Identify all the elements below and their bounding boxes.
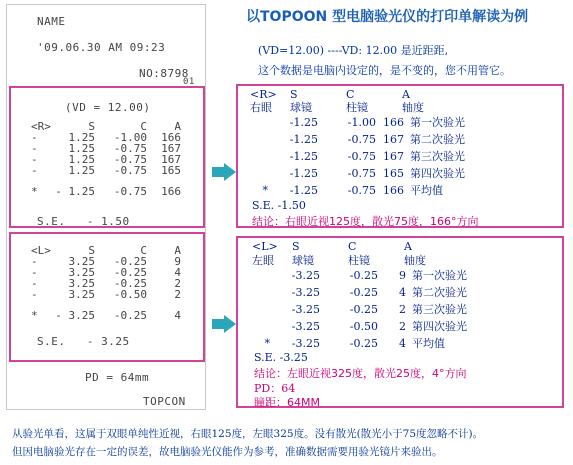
- left-panel-row: [248, 286, 482, 299]
- receipt-cell: -0.75: [113, 164, 147, 177]
- receipt-cell: *: [31, 185, 38, 198]
- receipt-cell: 167: [161, 142, 181, 155]
- receipt-cell: -0.50: [113, 288, 147, 301]
- receipt-cell: <L>: [31, 244, 51, 257]
- panel-cell: 柱镜: [346, 101, 368, 114]
- receipt-cell: 165: [161, 164, 181, 177]
- panel-cell: S: [290, 88, 298, 101]
- panel-cell: 第三次验光: [412, 303, 467, 316]
- left-panel-row: [248, 303, 482, 316]
- panel-cell: -0.25: [349, 286, 378, 299]
- panel-cell: -3.25: [291, 320, 320, 333]
- panel-cell: 第一次验光: [412, 269, 467, 282]
- panel-cell: -0.75: [347, 167, 376, 180]
- receipt-vd: (VD = 12.00): [65, 101, 151, 114]
- left-panel-row: [248, 320, 482, 333]
- panel-cell: -0.50: [349, 320, 378, 333]
- receipt-cell: 3.25: [68, 255, 95, 268]
- panel-cell: -3.25: [291, 286, 320, 299]
- panel-cell: <R>: [250, 88, 277, 101]
- receipt-cell: 3.25: [68, 277, 95, 290]
- receipt-cell: S: [88, 120, 95, 133]
- receipt-cell: -: [31, 266, 38, 279]
- panel-cell: -0.25: [349, 269, 378, 282]
- vd-note-line-1: (VD=12.00) ----VD: 12.00 是近距距,: [258, 44, 449, 57]
- panel-cell: 166: [383, 184, 404, 197]
- receipt-cell: 166: [161, 185, 181, 198]
- receipt-right-se: S.E. - 1.50: [37, 215, 130, 228]
- panel-cell: -1.25: [289, 167, 318, 180]
- panel-cell: -0.25: [349, 337, 378, 350]
- receipt-cell: 4: [174, 266, 181, 279]
- receipt-cell: 3.25: [68, 266, 95, 279]
- panel-cell: -3.25: [291, 303, 320, 316]
- right-panel-row: [246, 133, 480, 146]
- receipt-cell: -: [31, 288, 38, 301]
- panel-cell: 166: [383, 116, 404, 129]
- receipt-cell: -0.25: [113, 309, 147, 322]
- panel-cell: [246, 116, 268, 129]
- panel-cell: 2: [399, 303, 406, 316]
- right-panel-subheader: [250, 101, 442, 114]
- panel-cell: -0.75: [347, 184, 376, 197]
- panel-cell: 右眼: [250, 101, 272, 114]
- receipt-cell: 1.25: [68, 142, 95, 155]
- left-panel-pd: PD：64: [254, 382, 296, 395]
- right-panel-row: [246, 116, 480, 129]
- panel-cell: -0.75: [347, 133, 376, 146]
- panel-cell: 第四次验光: [412, 320, 467, 333]
- left-panel-header: [252, 240, 444, 253]
- panel-cell: [248, 286, 270, 299]
- panel-cell: -1.25: [289, 184, 318, 197]
- receipt-cell: 2: [174, 288, 181, 301]
- receipt-cell: -1.00: [113, 131, 147, 144]
- right-panel-row: [246, 167, 480, 180]
- panel-cell: [246, 150, 268, 163]
- receipt-cell: A: [174, 244, 181, 257]
- receipt-number: NO:8798: [139, 67, 189, 80]
- panel-cell: 柱镜: [348, 254, 370, 267]
- receipt-cell: C: [140, 244, 147, 257]
- panel-cell: 第二次验光: [412, 286, 467, 299]
- panel-cell: 第三次验光: [410, 150, 465, 163]
- panel-cell: *: [262, 184, 268, 197]
- panel-cell: 167: [383, 133, 404, 146]
- receipt-cell: 9: [174, 255, 181, 268]
- receipt-cell: -: [31, 153, 38, 166]
- panel-cell: [246, 167, 268, 180]
- vd-note-line-2: 这个数据是电脑内设定的，是不变的，您不用管它。: [258, 64, 511, 77]
- panel-cell: 第四次验光: [410, 167, 465, 180]
- panel-cell: S: [292, 240, 300, 253]
- left-panel-subheader: [252, 254, 444, 267]
- receipt-left-highlight: [9, 232, 205, 362]
- panel-cell: C: [348, 240, 357, 253]
- receipt-cell: -0.75: [113, 153, 147, 166]
- receipt-cell: -: [31, 142, 38, 155]
- left-panel-conclusion: 结论：左眼近视325度，散光25度，4°方向: [254, 367, 467, 380]
- receipt-cell: 3.25: [68, 288, 95, 301]
- panel-cell: [248, 320, 270, 333]
- receipt-cell: -: [31, 131, 38, 144]
- receipt-cell: S: [88, 244, 95, 257]
- receipt-left-se: S.E. - 3.25: [37, 335, 130, 348]
- panel-cell: 167: [383, 150, 404, 163]
- right-panel-se: S.E. -1.50: [252, 199, 306, 212]
- receipt-number-sub: 01: [183, 77, 195, 87]
- page-title: 以TOPOON 型电脑验光仪的打印单解读为例: [246, 9, 529, 25]
- receipt-cell: 1.25: [68, 164, 95, 177]
- left-panel-average: [248, 337, 482, 350]
- receipt-cell: C: [140, 120, 147, 133]
- left-panel-row: [248, 269, 482, 282]
- receipt-cell: A: [174, 120, 181, 133]
- receipt-cell: -0.25: [113, 255, 147, 268]
- receipt-cell: 1.25: [68, 153, 95, 166]
- panel-cell: -0.25: [349, 303, 378, 316]
- receipt-cell: - 1.25: [55, 185, 95, 198]
- panel-cell: A: [404, 240, 412, 253]
- receipt-cell: -: [31, 277, 38, 290]
- footer-line-1: 从验光单看，这属于双眼单纯性近视，右眼125度，左眼325度。没有散光(散光小于75度忽略不计)。: [12, 428, 484, 440]
- left-panel-pupil-distance: 瞳距：64MM: [254, 396, 320, 409]
- receipt-pd: PD = 64mm: [85, 371, 150, 384]
- receipt-cell: -0.75: [113, 142, 147, 155]
- panel-cell: -1.25: [289, 133, 318, 146]
- right-panel-row: [246, 150, 480, 163]
- panel-cell: [248, 303, 270, 316]
- right-panel-conclusion: 结论：右眼近视125度，散光75度，166°方向: [252, 215, 479, 228]
- panel-cell: -1.25: [289, 116, 318, 129]
- receipt-cell: 166: [161, 131, 181, 144]
- left-panel-se: S.E. -3.25: [254, 351, 308, 364]
- receipt-cell: *: [31, 309, 38, 322]
- panel-cell: 第一次验光: [410, 116, 465, 129]
- panel-cell: *: [264, 337, 270, 350]
- panel-cell: -0.75: [347, 150, 376, 163]
- right-panel-header: [250, 88, 442, 101]
- panel-cell: -1.25: [289, 150, 318, 163]
- receipt-cell: 4: [174, 309, 181, 322]
- receipt-cell: -0.25: [113, 266, 147, 279]
- receipt-cell: - 3.25: [55, 309, 95, 322]
- panel-cell: 左眼: [252, 254, 274, 267]
- receipt-cell: -: [31, 255, 38, 268]
- receipt-cell: 167: [161, 153, 181, 166]
- panel-cell: 轴度: [402, 101, 424, 114]
- panel-cell: 球镜: [292, 254, 314, 267]
- panel-cell: 球镜: [290, 101, 312, 114]
- receipt-brand: TOPCON: [143, 395, 186, 408]
- panel-cell: 4: [399, 337, 406, 350]
- receipt-cell: <R>: [31, 120, 51, 133]
- panel-cell: 9: [399, 269, 406, 282]
- panel-cell: -3.25: [291, 337, 320, 350]
- receipt-name-label: NAME: [37, 15, 66, 28]
- receipt-cell: 1.25: [68, 131, 95, 144]
- panel-cell: A: [402, 88, 410, 101]
- panel-cell: 165: [383, 167, 404, 180]
- panel-cell: 2: [399, 320, 406, 333]
- receipt-cell: -0.25: [113, 277, 147, 290]
- right-panel-average: [246, 184, 480, 197]
- receipt-datetime: '09.06.30 AM 09:23: [37, 41, 166, 54]
- panel-cell: 第二次验光: [410, 133, 465, 146]
- panel-cell: [246, 133, 268, 146]
- panel-cell: [248, 269, 270, 282]
- panel-cell: C: [346, 88, 355, 101]
- panel-cell: 轴度: [404, 254, 426, 267]
- panel-cell: 平均值: [410, 184, 443, 197]
- panel-cell: 4: [399, 286, 406, 299]
- receipt-cell: -: [31, 164, 38, 177]
- panel-cell: 平均值: [412, 337, 445, 350]
- panel-cell: -1.00: [347, 116, 376, 129]
- panel-cell: -3.25: [291, 269, 320, 282]
- panel-cell: <L>: [252, 240, 278, 253]
- receipt-right-highlight: [9, 86, 205, 228]
- footer-line-2: 但因电脑验光存在一定的误差，故电脑验光仪能作为参考，准确数据需要用验光镜片来验出。: [12, 446, 443, 458]
- receipt-cell: -0.75: [113, 185, 147, 198]
- receipt-cell: 2: [174, 277, 181, 290]
